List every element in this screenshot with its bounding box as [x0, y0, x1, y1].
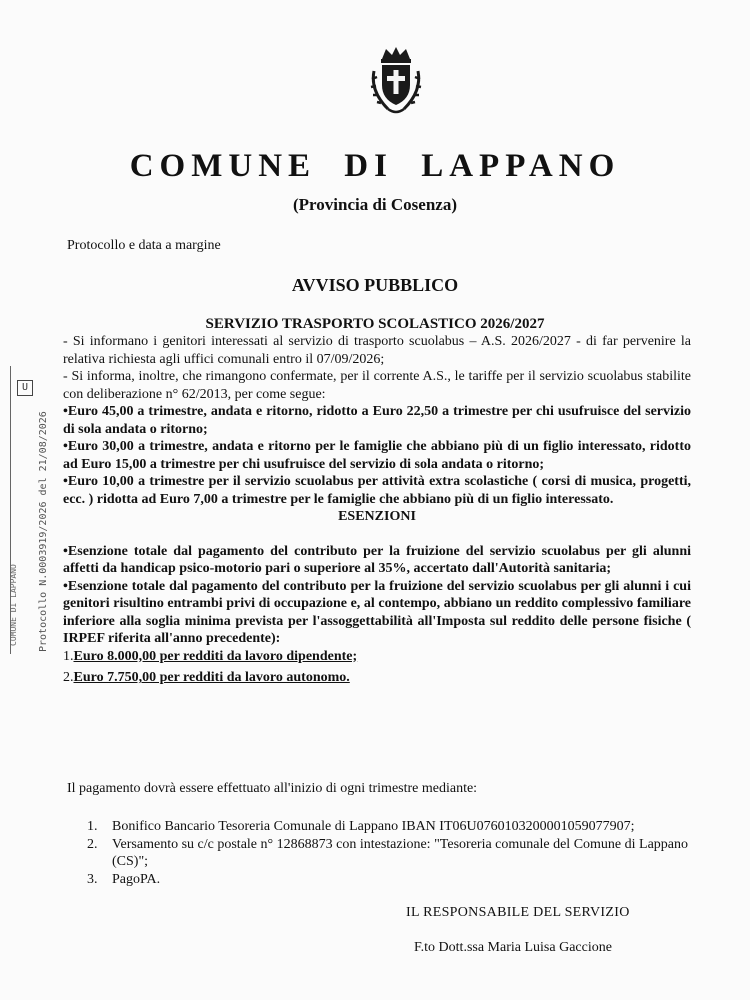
- exemption-item: •Esenzione totale dal pagamento del contributo per la fruizione del servizio scuolabus per gli alunni i cui genitori risultino entrambi privi di occupazione e, al contempo, abbiano un reddito complessivo familiare inferiore alla soglia minima prevista per l'assoggettabilità all'Imposta sul reddito delle persone fisiche ( IRPEF riferita all'anno precedente):: [63, 578, 691, 646]
- income-threshold: [63, 648, 691, 666]
- payment-method: [87, 818, 697, 836]
- list-number: 1.: [87, 819, 98, 834]
- tariff-item: •Euro 45,00 a trimestre, andata e ritorno, ridotto a Euro 22,50 a trimestre per chi usufruisce del servizio di sola andata o ritorno;: [63, 404, 691, 437]
- list-number: 3.: [87, 871, 98, 887]
- payment-method-text: Bonifico Bancario Tesoreria Comunale di Lappano IBAN IT06U0760103200001059077907;: [112, 819, 635, 834]
- notice-body: [63, 333, 691, 687]
- province-subtitle: (Provincia di Cosenza): [292, 195, 457, 214]
- esenzioni-heading: ESENZIONI: [338, 509, 416, 524]
- service-heading: SERVIZIO TRASPORTO SCOLASTICO 2026/2027: [205, 316, 545, 332]
- tariff-item: •Euro 10,00 a trimestre per il servizio scuolabus per attività extra scolastiche ( corsi di musica, progetti, ecc. ) ridotta ad Euro 7,00 a trimestre per le famiglie che abbiano più di un figlio interessato.: [63, 474, 691, 507]
- list-number: 2.: [87, 836, 98, 852]
- payment-intro: Il pagamento dovrà essere effettuato all'inizio di ogni trimestre mediante:: [67, 781, 478, 796]
- payment-method: [87, 871, 697, 889]
- stamp-comune: COMUNE DI LAPPANO: [9, 564, 18, 646]
- signature-role: IL RESPONSABILE DEL SERVIZIO: [406, 905, 630, 920]
- payment-method-text: PagoPA.: [112, 871, 161, 887]
- municipal-coat-of-arms: [366, 45, 426, 117]
- threshold-text: Euro 7.750,00 per redditi da lavoro autonomo.: [73, 670, 350, 685]
- protocol-stamp: [10, 366, 53, 654]
- stamp-box: U: [17, 380, 33, 396]
- signature-name: F.to Dott.ssa Maria Luisa Gaccione: [414, 940, 612, 955]
- threshold-number: 1.: [63, 648, 74, 664]
- exemption-item: •Esenzione totale dal pagamento del contributo per la fruizione del servizio scuolabus per gli alunni affetti da handicap psico-motorio pari o superiore al 35%, accertato dall'Autorità sanitaria;: [63, 543, 691, 576]
- tariff-item: •Euro 30,00 a trimestre, andata e ritorno per le famiglie che abbiano più di un figlio interessato, ridotto ad Euro 15,00 a trimestre per chi usufruisce del servizio di sola andata o ritorno;: [63, 439, 691, 472]
- threshold-number: 2.: [63, 670, 74, 685]
- tariff-paragraph: - Si informa, inoltre, che rimangono confermate, per il corrente A.S., le tariffe per il servizio scuolabus stabilite con deliberazione n° 62/2013, per come segue:: [63, 369, 691, 402]
- payment-methods-list: [87, 818, 697, 888]
- threshold-text: Euro 8.000,00 per redditi da lavoro dipendente;: [73, 648, 358, 664]
- notice-heading: AVVISO PUBBLICO: [291, 275, 459, 295]
- page-title: COMUNE DI LAPPANO: [129, 148, 621, 184]
- stamp-protocol-number: Protocollo N.0003919/2026 del 21/08/2026: [38, 411, 49, 652]
- payment-method-text: Versamento su c/c postale n° 12868873 con intestazione: "Tesoreria comunale del Comune di Lappano (CS)";: [112, 836, 689, 869]
- intro-paragraph: - Si informano i genitori interessati al servizio di trasporto scuolabus – A.S. 2026/2027 - di far pervenire la relativa richiesta agli uffici comunali entro il 07/09/2026;: [63, 334, 691, 367]
- protocol-note: Protocollo e data a margine: [67, 238, 221, 253]
- income-threshold: [63, 669, 691, 687]
- payment-method: [87, 836, 697, 871]
